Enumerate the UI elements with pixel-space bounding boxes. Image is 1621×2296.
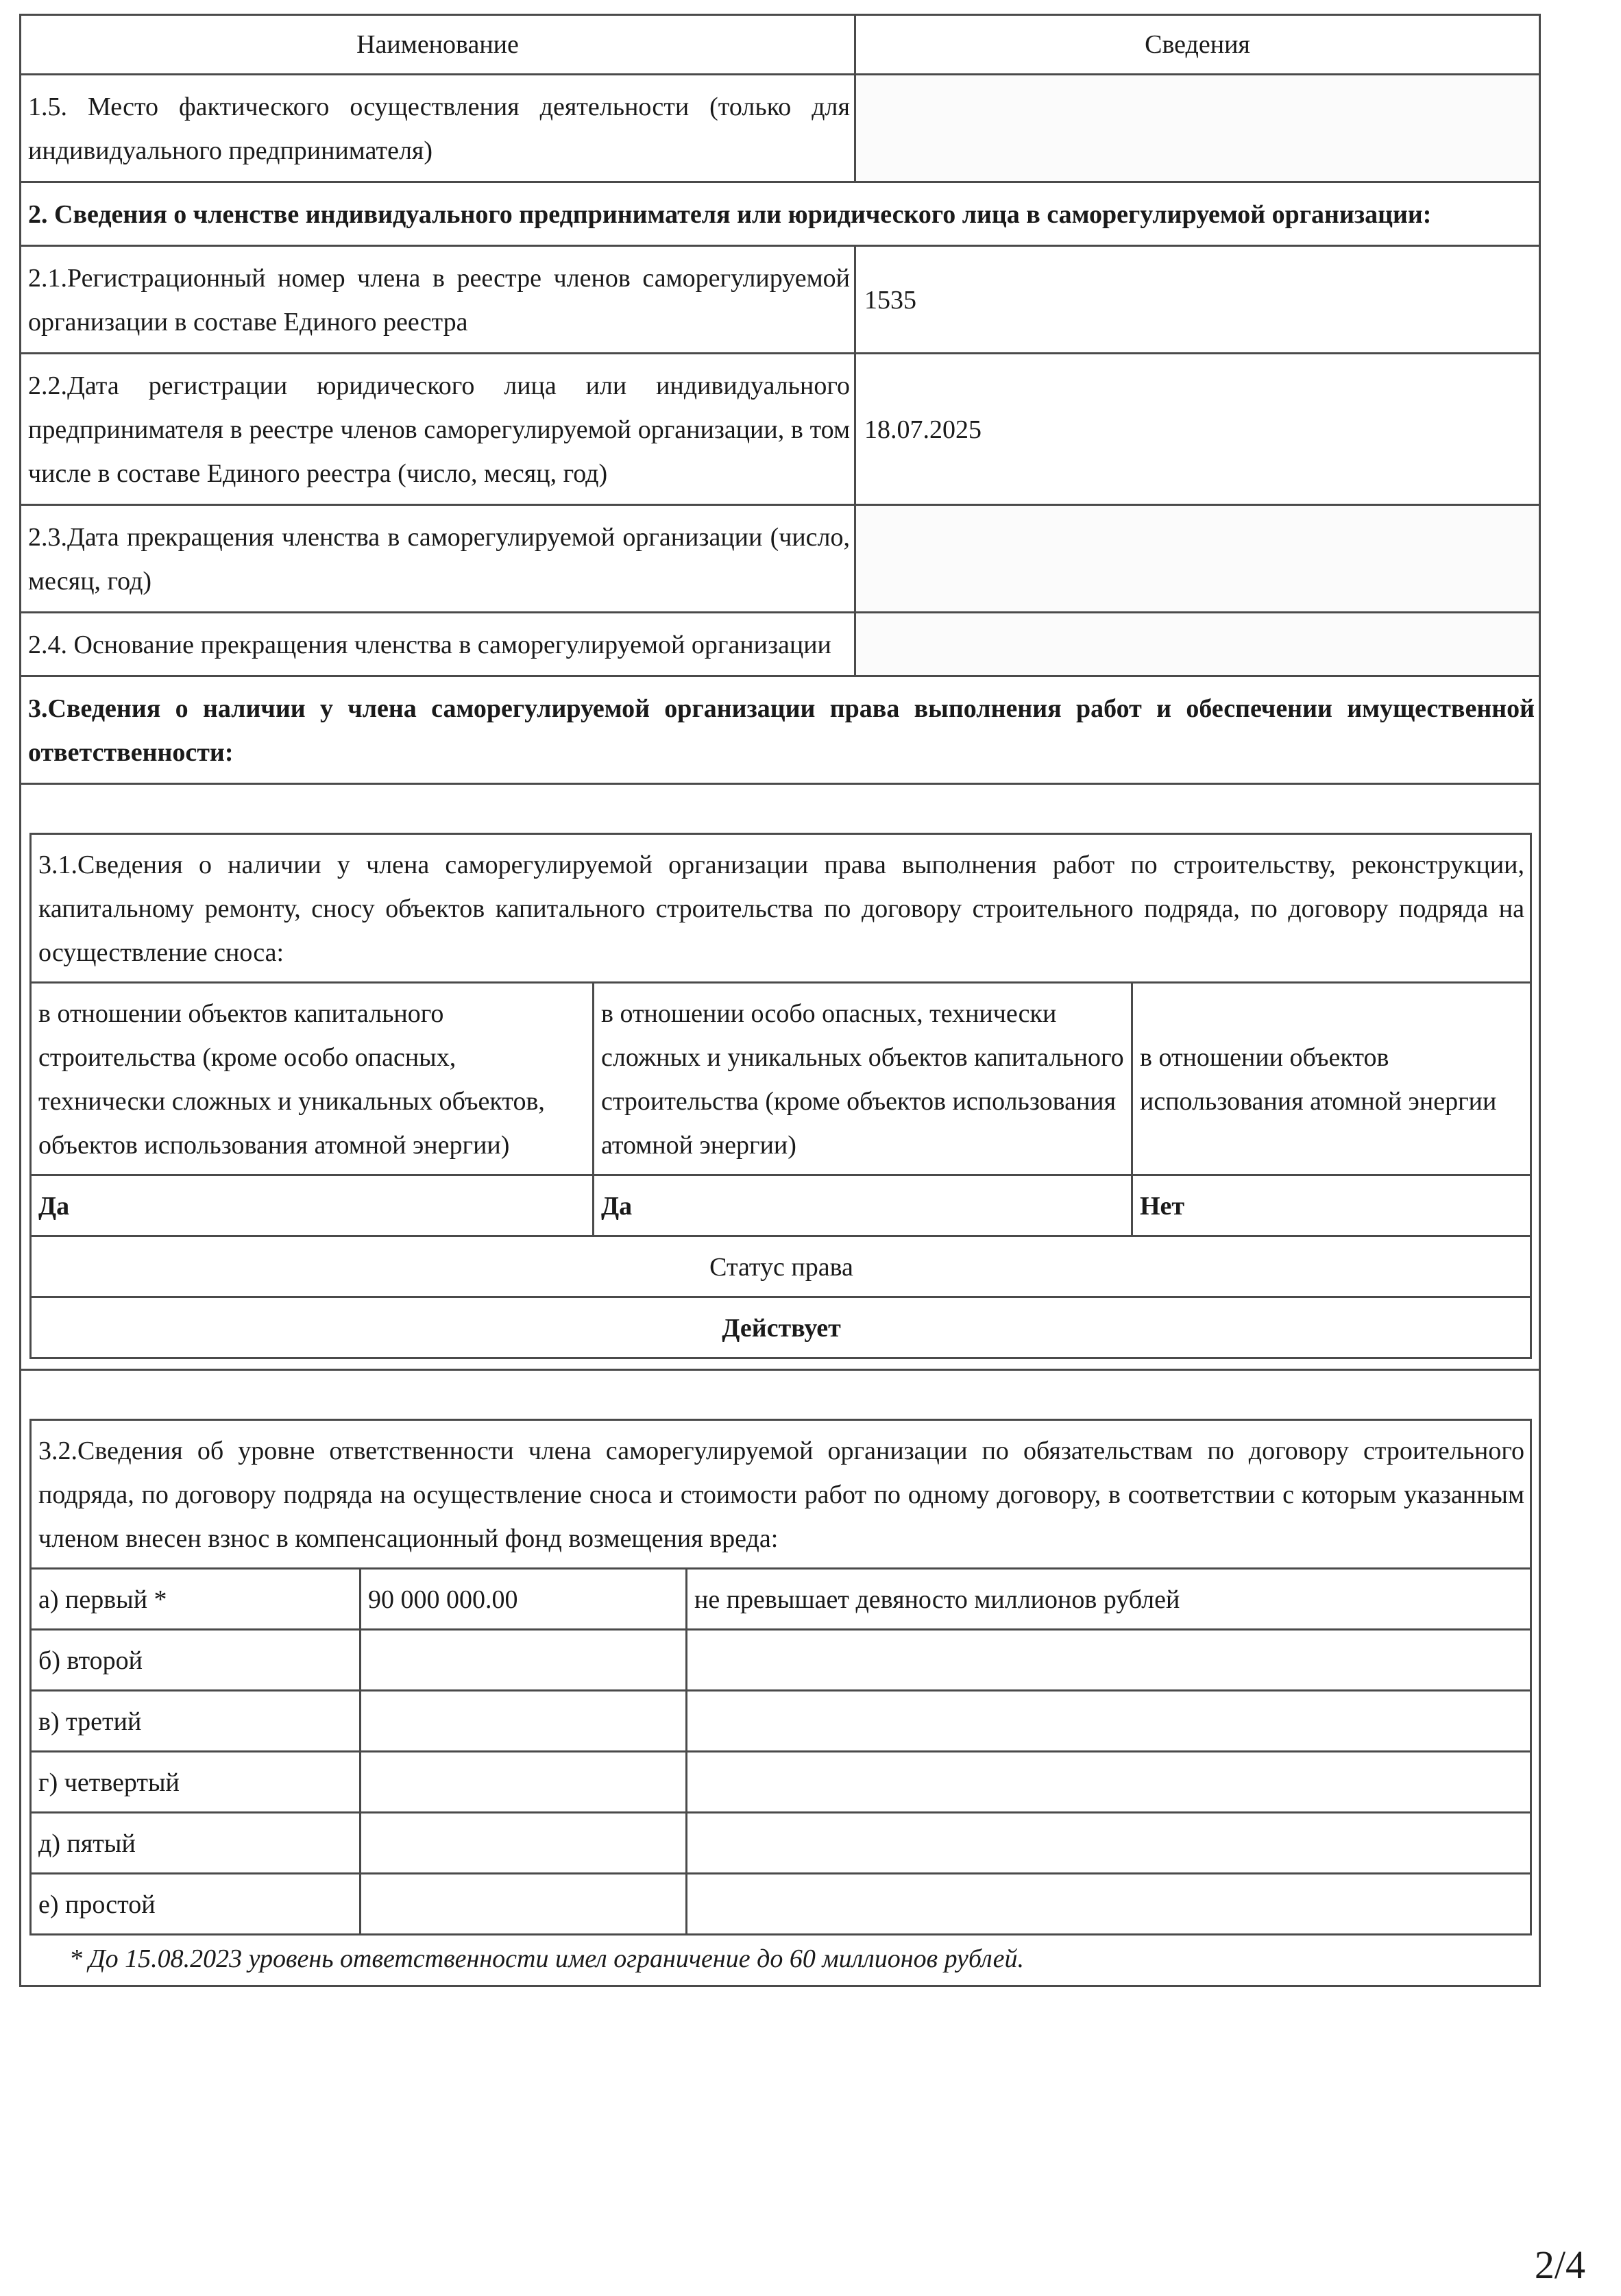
level-description	[685, 1692, 1530, 1750]
table-row	[32, 1872, 1530, 1933]
value-dangerous-objects: Да	[592, 1176, 1131, 1235]
value-atomic-objects: Нет	[1131, 1176, 1530, 1235]
level-name: в) третий	[38, 1707, 142, 1736]
footnote: * До 15.08.2023 уровень ответственности имел ограничение до 60 миллионов рублей.	[69, 1944, 1024, 1973]
row-2-3	[21, 504, 1539, 611]
level-name: д) пятый	[38, 1829, 136, 1858]
row-2-2	[21, 352, 1539, 504]
section-3-heading: 3.Сведения о наличии у члена саморегулируемой организации права выполнения работ и обеспечении имущественной ответственности:	[28, 694, 1535, 767]
table-header-row	[21, 16, 1539, 73]
block-3-2-container	[21, 1369, 1539, 1985]
row-2-1-value: 1535	[864, 286, 916, 315]
status-label-row	[32, 1235, 1530, 1296]
row-2-3-value	[856, 506, 1539, 611]
row-1-5	[21, 73, 1539, 181]
level-name: г) четвертый	[38, 1768, 180, 1797]
row-1-5-value	[856, 75, 1539, 181]
block-3-2-title-row	[32, 1421, 1530, 1567]
row-2-4	[21, 611, 1539, 675]
header-info: Сведения	[1145, 30, 1250, 59]
level-name: е) простой	[38, 1890, 156, 1919]
value-capital-objects: Да	[38, 1192, 70, 1221]
block-3-1-values-row	[32, 1174, 1530, 1235]
block-3-1-table	[29, 833, 1532, 1359]
block-3-2-table	[29, 1419, 1532, 1935]
row-2-4-label: 2.4. Основание прекращения членства в саморегулируемой организации	[21, 613, 856, 675]
section-3-row	[21, 675, 1539, 783]
block-3-2-title: 3.2.Сведения об уровне ответственности члена саморегулируемой организации по обязательствам по договору строительного подряда, по договору подряда на осуществление сноса и стоимости работ по одному договору, в соответствии с которым указанным членом внесен взнос в компенсационный фонд возмещения вреда:	[38, 1437, 1524, 1553]
header-name: Наименование	[21, 16, 856, 73]
table-row	[32, 1689, 1530, 1750]
status-label: Статус права	[709, 1253, 853, 1282]
spacer	[21, 1359, 1539, 1369]
level-amount	[359, 1874, 685, 1933]
level-description	[685, 1874, 1530, 1933]
membership-info-table	[19, 14, 1541, 1987]
column-atomic-objects	[1131, 984, 1530, 1174]
level-amount	[359, 1631, 685, 1689]
row-2-1-label: 2.1.Регистрационный номер члена в реестре членов саморегулируемой организации в составе Единого реестра	[21, 247, 856, 352]
level-amount	[359, 1813, 685, 1872]
section-2-heading: 2. Сведения о членстве индивидуального предпринимателя или юридического лица в саморегулируемой организации:	[28, 200, 1432, 229]
block-3-1-container	[21, 783, 1539, 1369]
row-2-2-value: 18.07.2025	[864, 415, 982, 444]
level-description: не превышает девяносто миллионов рублей	[685, 1570, 1530, 1628]
level-description	[685, 1752, 1530, 1811]
row-1-5-label: 1.5. Место фактического осуществления деятельности (только для индивидуального предпринимателя)	[21, 75, 856, 181]
column-dangerous-objects: в отношении особо опасных, технически сложных и уникальных объектов капитального строительства (кроме объектов использования атомной энергии)	[592, 984, 1131, 1174]
table-row	[32, 1811, 1530, 1872]
block-3-1-columns-row	[32, 981, 1530, 1174]
row-2-4-value	[856, 613, 1539, 675]
level-amount	[359, 1692, 685, 1750]
block-3-1-title: 3.1.Сведения о наличии у члена саморегулируемой организации права выполнения работ по строительству, реконструкции, капитальному ремонту, сносу объектов капитального строительства по договору строительного подряда, по договору подряда на осуществление сноса:	[38, 851, 1524, 967]
page-number: 2/4	[1534, 2243, 1585, 2287]
block-3-1-title-row	[32, 835, 1530, 981]
level-name: а) первый *	[38, 1585, 167, 1614]
spacer	[21, 1371, 1539, 1419]
column-atomic-objects-text: в отношении объектов использования атомной энергии	[1140, 1043, 1497, 1116]
row-2-2-label: 2.2.Дата регистрации юридического лица или индивидуального предпринимателя в реестре членов саморегулируемой организации, в том числе в составе Единого реестра (число, месяц, год)	[21, 354, 856, 504]
table-row	[32, 1750, 1530, 1811]
level-description	[685, 1631, 1530, 1689]
table-row	[32, 1628, 1530, 1689]
level-amount	[359, 1752, 685, 1811]
block-3-1-wrap	[21, 833, 1539, 1359]
table-row	[32, 1567, 1530, 1628]
status-value: Действует	[722, 1314, 841, 1343]
column-capital-objects: в отношении объектов капитального строительства (кроме особо опасных, технически сложных и уникальных объектов, объектов использования атомной энергии)	[38, 999, 545, 1160]
level-description	[685, 1813, 1530, 1872]
spacer	[21, 785, 1539, 833]
section-2-row	[21, 181, 1539, 245]
row-2-3-label: 2.3.Дата прекращения членства в саморегулируемой организации (число, месяц, год)	[21, 506, 856, 611]
level-amount: 90 000 000.00	[359, 1570, 685, 1628]
row-2-1	[21, 245, 1539, 352]
block-3-2-wrap	[21, 1419, 1539, 1935]
status-value-row	[32, 1296, 1530, 1357]
level-name: б) второй	[38, 1646, 143, 1675]
